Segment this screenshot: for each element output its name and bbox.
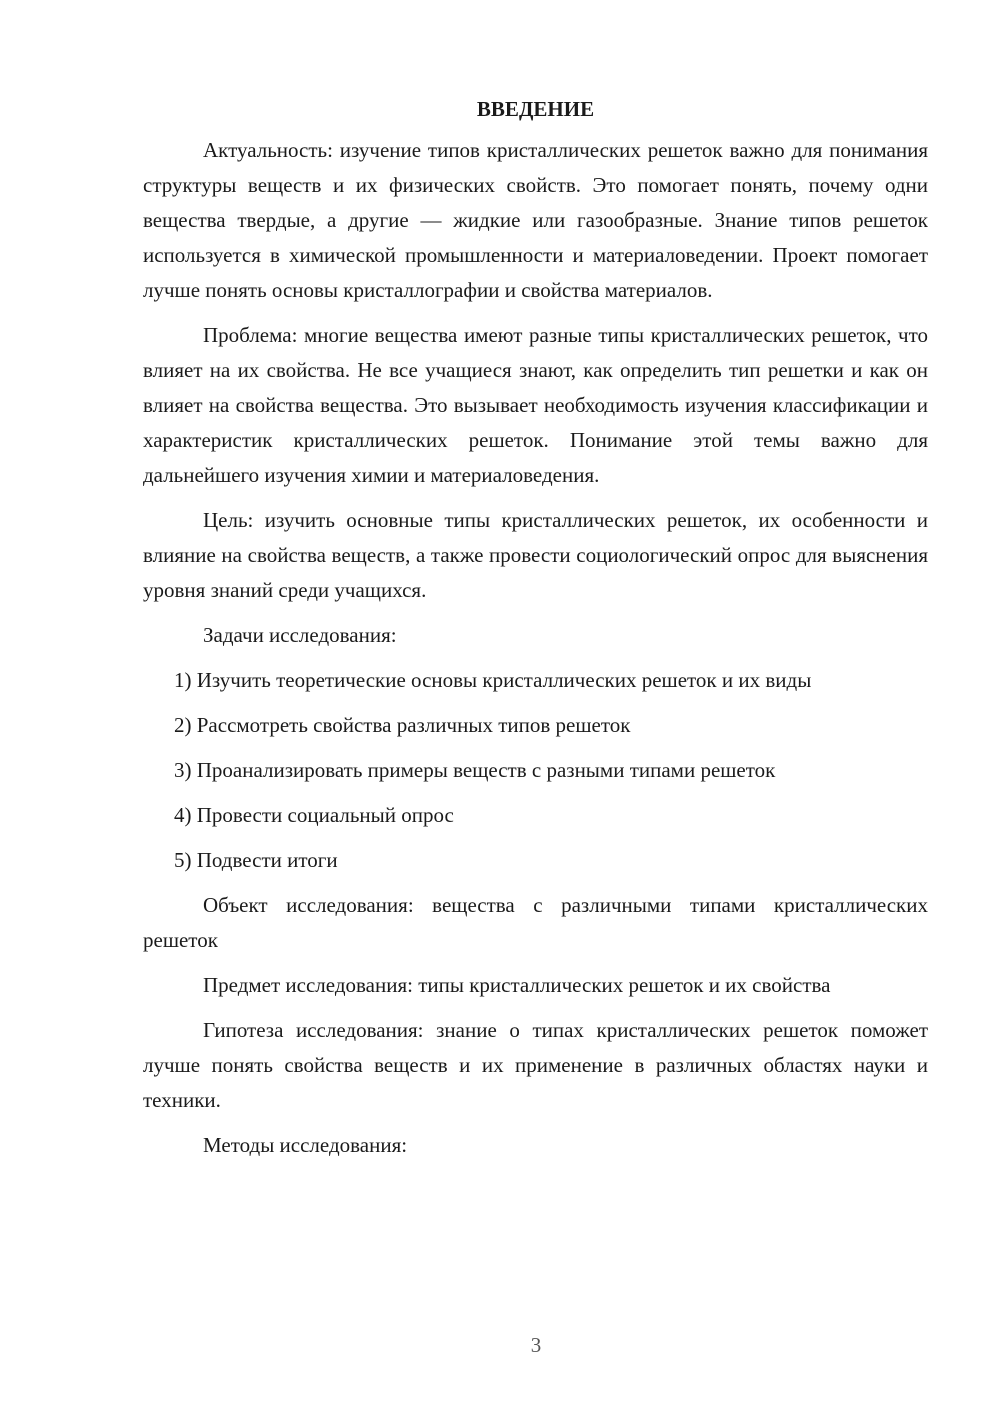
section-title: ВВЕДЕНИЕ	[476, 97, 595, 121]
task-item-5: 5) Подвести итоги	[174, 848, 338, 872]
tasks-list	[143, 663, 928, 878]
task-item-4: 4) Провести социальный опрос	[174, 803, 454, 827]
problem-paragraph: Проблема: многие вещества имеют разные типы кристаллических решеток, что влияет на их свойства. Не все учащиеся знают, как определить тип решетки и как он влияет на свойства вещества. Это вызывает необходимость изучения классификации и характеристик кристаллических решеток. Понимание этой темы важно для дальнейшего изучения химии и материаловедения.	[143, 323, 928, 487]
hypothesis-paragraph: Гипотеза исследования: знание о типах кристаллических решеток поможет лучше понять свойства веществ и их применение в различных областях науки и техники.	[143, 1018, 928, 1112]
task-item-1: 1) Изучить теоретические основы кристаллических решеток и их виды	[174, 668, 812, 692]
page-number: 3	[530, 1333, 542, 1357]
document-page	[143, 94, 928, 1173]
tasks-label: Задачи исследования:	[203, 623, 397, 647]
subject-paragraph: Предмет исследования: типы кристаллических решеток и их свойства	[203, 973, 831, 997]
goal-paragraph: Цель: изучить основные типы кристаллических решеток, их особенности и влияние на свойства веществ, а также провести социологический опрос для выяснения уровня знаний среди учащихся.	[143, 508, 928, 602]
methods-label: Методы исследования:	[203, 1133, 408, 1157]
relevance-paragraph: Актуальность: изучение типов кристаллических решеток важно для понимания структуры веществ и их физических свойств. Это помогает понять, почему одни вещества твердые, а другие — жидкие или газообразные. Знание типов решеток используется в химической промышленности и материаловедении. Проект помогает лучше понять основы кристаллографии и свойства материалов.	[143, 138, 928, 302]
task-item-3: 3) Проанализировать примеры веществ с разными типами решеток	[174, 758, 776, 782]
object-paragraph: Объект исследования: вещества с различными типами кристаллических решеток	[143, 893, 928, 952]
task-item-2: 2) Рассмотреть свойства различных типов решеток	[174, 713, 631, 737]
